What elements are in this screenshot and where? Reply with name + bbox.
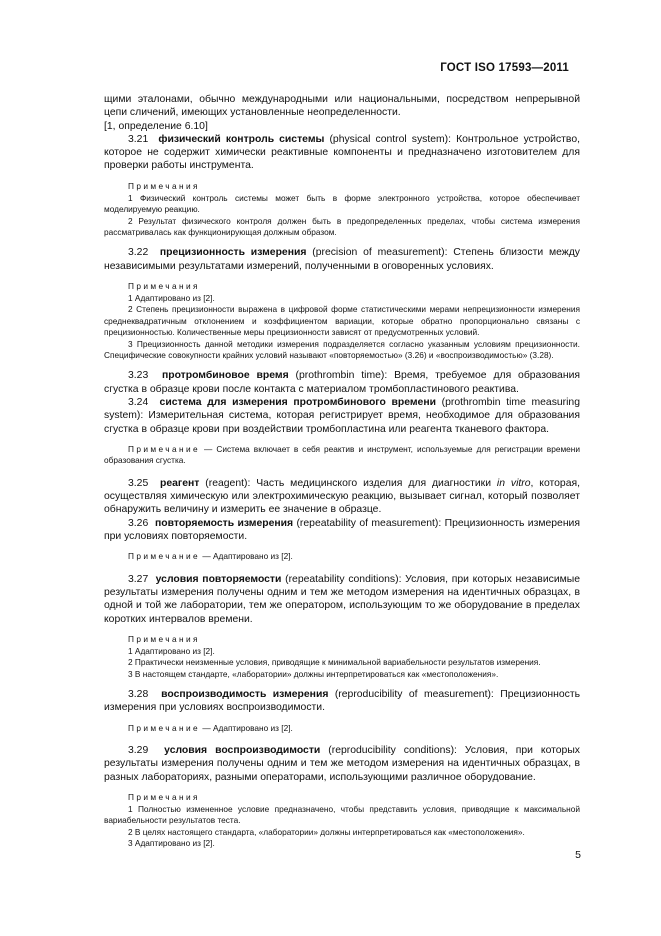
note-text: Адаптировано из [2]. <box>212 551 293 562</box>
entry-number: 3.21 <box>128 133 149 145</box>
entry-definition: (physical control system): Контрольное устройство, которое не содержит химически реактивные компоненты и предназначено изготовителем для проверки работы инструмента. <box>104 133 580 172</box>
standard-code: ГОСТ ISO 17593—2011 <box>440 62 569 74</box>
entry-definition: (reproducibility of measurement): Прецизионность измерения при условиях воспроизводимости. <box>104 689 581 714</box>
entry-term: условия воспроизводимости <box>164 745 321 757</box>
entry-number: 3.28 <box>128 689 149 701</box>
note-text: Адаптировано из [2]. <box>212 722 293 733</box>
note-label: Примечание <box>128 722 201 733</box>
note-item: 3 В настоящем стандарте, «лаборатории» должны интерпретироваться как «местоположения». <box>128 668 499 679</box>
note-item: 2 Результат физического контроля должен быть в предопределенных пределах, чтобы система измерения рассматривалась как функционирующая должным образом. <box>104 215 580 237</box>
entry-3-23 <box>104 369 580 396</box>
note-label: Примечание <box>128 443 201 454</box>
note-item: 1 Адаптировано из [2]. <box>128 645 215 656</box>
entry-3-21 <box>104 133 580 173</box>
note-item: 3 Адаптировано из [2]. <box>128 838 215 849</box>
note-3-28: Примечание — Адаптировано из [2]. <box>128 722 293 733</box>
entry-3-29 <box>104 744 580 784</box>
entry-number: 3.25 <box>128 477 149 489</box>
note-item: 2 В целях настоящего стандарта, «лаборатории» должны интерпретироваться как «местоположения». <box>128 826 525 837</box>
entry-number: 3.26 <box>128 517 149 529</box>
note-item: 2 Практически неизменные условия, приводящие к минимальной вариабельности результатов измерения. <box>128 657 541 668</box>
notes-heading: Примечания <box>128 633 200 644</box>
entry-number: 3.29 <box>128 745 149 757</box>
italic-term: in vitro <box>496 477 531 489</box>
notes-heading: Примечания <box>128 791 200 802</box>
entry-number: 3.23 <box>128 370 149 382</box>
entry-3-26 <box>104 517 580 544</box>
intro-paragraph: щими эталонами, обычно международными или национальными, посредством непрерывной цепи сличений, имеющих установленные неопределенности. <box>104 94 580 119</box>
entry-definition: (reproducibility conditions): Условия, при которых результаты измерения получены одним и тем же методом измерения на идентичных образцах, в разных лабораториях, разными операторами, использующими различное оборудование. <box>104 745 580 783</box>
entry-term: физический контроль системы <box>158 133 325 145</box>
entry-definition: (repeatability of measurement): Прецизионность измерения при условиях повторяемости. <box>104 517 580 542</box>
entry-3-24 <box>104 396 580 436</box>
note-3-24: Примечание — Система включает в себя реактив и инструмент, используемые для регистрации времени образования сгустка. <box>104 443 580 466</box>
entry-definition: (prothrombin time): Время, требуемое для образования сгустка в образце крови после контакта с материалом тромбопластинового реактива. <box>104 370 580 395</box>
entry-term: воспроизводимость измерения <box>161 689 329 701</box>
entry-number: 3.24 <box>128 397 149 409</box>
note-text: Система включает в себя реактив и инструмент, используемые для регистрации времени образования сгустка. <box>104 443 580 466</box>
entry-term: протромбиновое время <box>161 370 289 382</box>
entry-term: повторяемость измерения <box>155 517 294 529</box>
entry-number: 3.27 <box>128 573 149 585</box>
entry-term: реагент <box>160 477 200 489</box>
entry-definition: (repeatability conditions): Условия, при которых независимые результаты измерения получены одним и тем же методом измерения на идентичных образцах, в одной и той же лаборатории, тем же оператором, использующим то же оборудование в пределах коротких интервалов времени. <box>104 573 581 625</box>
intro-reference: [1, определение 6.10] <box>104 120 208 132</box>
entry-definition: (prothrombin time measuring system): Измерительная система, которая регистрирует время, необходимое для образования сгустка в образце крови при воздействии тромбопластина или реагента тканевого фактора. <box>104 397 580 435</box>
notes-heading: Примечания <box>128 281 200 291</box>
entry-term: условия повторяемости <box>155 573 282 585</box>
note-item: 1 Полностью измененное условие предназначено, чтобы представить условия, приводящие к максимальной вариабельности результатов теста. <box>104 803 580 826</box>
entry-3-27 <box>104 573 580 626</box>
page-body <box>104 93 580 850</box>
note-3-26: Примечание — Адаптировано из [2]. <box>128 551 293 562</box>
notes-heading: Примечания <box>128 180 200 191</box>
entry-number: 3.22 <box>128 247 149 259</box>
note-label: Примечание <box>128 551 201 562</box>
note-item: 3 Прецизионность данной методики измерения подразделяется согласно указанным условиям прецизионности. Специфические совокупности крайних условий называют «повторяемостью» (3.26) и «воспроизводимостью» (3.28). <box>104 338 580 361</box>
note-item: 2 Степень прецизионности выражена в цифровой форме статистическими мерами непрецизионности измерения среднеквадратичным отклонением и коэффициентом вариации, которые обратно пропорционально связаны с прецизионностью. Количественные меры прецизионности зависят от предусмотренных условий. <box>104 304 580 338</box>
note-item: 1 Адаптировано из [2]. <box>128 293 215 303</box>
page-number: 5 <box>575 849 581 861</box>
entry-3-28 <box>104 688 580 715</box>
entry-term: прецизионность измерения <box>159 247 307 259</box>
entry-3-25: 3.25 реагент (reagent): Часть медицинского изделия для диагностики in vitro, которая, осуществляя химическую или электрохимическую реакцию, вызывает сигнал, который позволяет обнаружить величину и измерить ее значение в образце. <box>104 477 580 516</box>
note-item: 1 Физический контроль системы может быть в форме электронного устройства, которое обеспечивает моделируемую реакцию. <box>104 192 580 215</box>
entry-term: система для измерения протромбинового времени <box>159 397 436 409</box>
entry-3-22 <box>104 246 580 273</box>
entry-definition: (precision of measurement): Степень близости между независимыми результатами измерений, полученными в оговоренных условиях. <box>104 247 580 272</box>
